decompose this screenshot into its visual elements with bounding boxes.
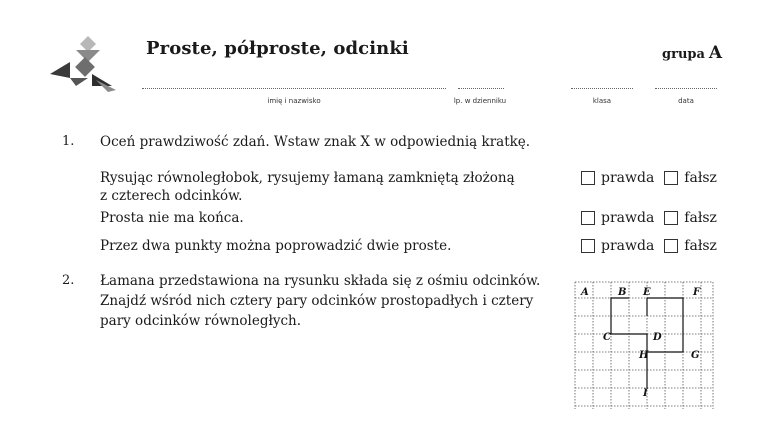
statement-1 [100, 169, 570, 205]
statement-1-false-label: fałsz [684, 170, 717, 186]
tangram-logo [48, 34, 120, 94]
date-field-label: data [678, 97, 694, 105]
statement-2-options [581, 210, 717, 226]
class-field-label: klasa [592, 97, 612, 105]
statement-1-line-1: Rysując równoległobok, rysujemy łamaną zamkniętą złożoną [100, 170, 515, 186]
question-2-line-1: Łamana przedstawiona na rysunku składa się z ośmiu odcinków. [100, 273, 541, 289]
statement-1-false-checkbox[interactable] [664, 171, 678, 185]
point-h-label: H [639, 350, 649, 361]
point-g-label: G [691, 350, 700, 361]
group-letter: A [708, 43, 723, 63]
statement-3-false-label: fałsz [684, 238, 717, 254]
register-number-label: lp. w dzienniku [453, 97, 507, 105]
point-c-label: C [603, 332, 611, 343]
question-2-line-3: pary odcinków równoległych. [100, 313, 302, 329]
statement-3-options [581, 238, 717, 254]
statement-3-false-checkbox[interactable] [664, 239, 678, 253]
statement-1-line-2: z czterech odcinków. [100, 188, 243, 204]
point-e-label: E [643, 287, 651, 298]
question-2-number: 2. [62, 273, 75, 288]
statement-2-true-checkbox[interactable] [581, 211, 595, 225]
statement-3: Przez dwa punkty można poprowadzić dwie proste. [100, 238, 452, 254]
question-1-instruction: Oceń prawdziwość zdań. Wstaw znak X w odpowiednią kratkę. [100, 134, 531, 150]
page-title: Proste, półproste, odcinki [146, 38, 409, 59]
group-label [662, 43, 722, 63]
point-a-label: A [581, 287, 589, 298]
point-d-label: D [653, 332, 662, 343]
statement-1-true-checkbox[interactable] [581, 171, 595, 185]
question-2-line-2: Znajdź wśród nich cztery pary odcinków prostopadłych i cztery [100, 293, 534, 309]
statement-1-options [581, 170, 717, 186]
question-1-number: 1. [62, 134, 75, 149]
date-field-line[interactable] [655, 88, 717, 89]
statement-1-true-label: prawda [601, 170, 655, 186]
question-2-text [100, 271, 550, 331]
point-f-label: F [693, 287, 701, 298]
class-field-line[interactable] [571, 88, 633, 89]
point-i-label: I [643, 388, 648, 399]
statement-3-true-label: prawda [601, 238, 655, 254]
statement-3-true-checkbox[interactable] [581, 239, 595, 253]
point-b-label: B [618, 287, 627, 298]
group-word: grupa [662, 47, 705, 62]
polyline-grid-figure [571, 278, 717, 413]
statement-2-false-checkbox[interactable] [664, 211, 678, 225]
statement-2-true-label: prawda [601, 210, 655, 226]
name-field-line[interactable] [142, 88, 446, 89]
statement-2-false-label: fałsz [684, 210, 717, 226]
statement-2: Prosta nie ma końca. [100, 210, 244, 226]
register-number-line[interactable] [458, 88, 504, 89]
name-field-label: imię i nazwisko [267, 97, 321, 105]
